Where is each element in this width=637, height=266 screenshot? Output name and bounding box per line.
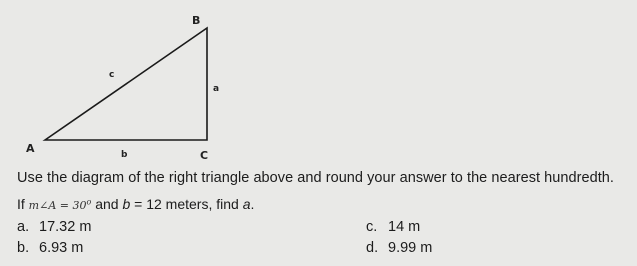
side-label-b: b [121,150,128,160]
vertex-label-a: A [26,142,35,155]
degree-mark: o [86,197,92,207]
vertex-label-c: C [200,149,209,162]
question-text [17,196,254,212]
choice-letter: d. [366,240,379,256]
choice-c[interactable] [366,219,420,235]
angle-condition-text: m∠A = 30 [28,199,87,212]
angle-condition [29,199,92,212]
choice-letter: c. [366,219,378,235]
choice-value: 17.32 m [39,219,92,235]
side-label-c: c [109,70,115,80]
choice-b[interactable] [17,240,83,256]
question-and: and [95,196,119,212]
choice-value: 9.99 m [388,240,433,256]
choice-value: 6.93 m [39,240,84,256]
target-variable: a [242,196,251,212]
choice-letter: a. [17,219,30,235]
choice-value: 14 m [388,219,421,235]
choice-letter: b. [17,240,30,256]
side-label-a: a [213,84,220,94]
question-if: If [17,196,25,212]
right-triangle [45,28,207,140]
choice-a[interactable] [17,219,91,235]
instruction-text: Use the diagram of the right triangle above and round your answer to the nearest hundredth. [17,170,615,186]
b-variable: b [122,196,131,212]
b-equation: = 12 meters, find [134,196,239,212]
choice-d[interactable] [366,240,432,256]
vertex-label-b: B [192,14,201,27]
question-period: . [250,196,255,212]
